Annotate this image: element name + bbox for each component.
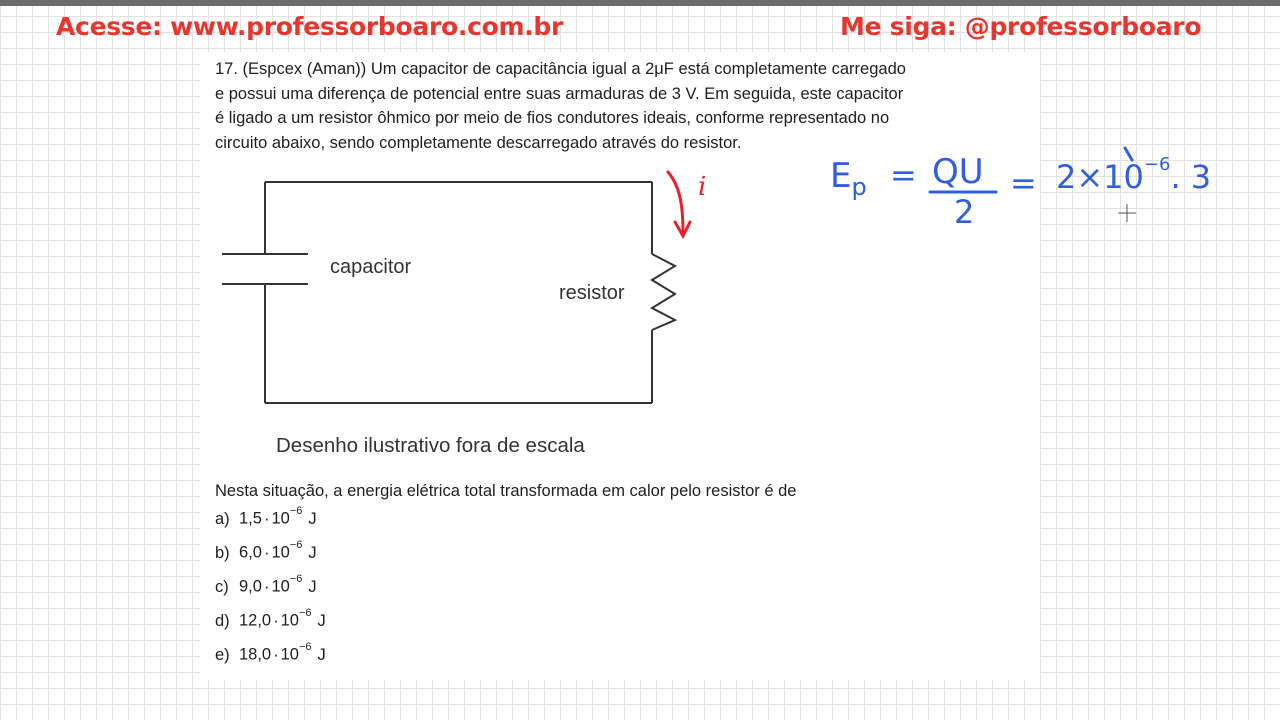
fraction-denominator: 2 [954,193,975,231]
rhs-exponent: −6 [1143,154,1171,176]
energy-symbol [830,156,867,201]
option-exponent: −6 [289,539,303,551]
option-base: 10 [271,543,290,562]
option-mantissa: 9,0 [239,577,262,596]
energy-subscript: p [851,172,867,201]
option-base: 10 [280,645,299,664]
figure-caption: Desenho ilustrativo fora de escala [276,434,585,457]
equals-sign: = [890,156,917,194]
website-banner: Acesse: www.professorboaro.com.br [56,12,564,41]
option-unit: J [308,543,317,562]
fraction-numerator: QU [932,152,984,192]
option-mantissa: 6,0 [239,543,262,562]
option-unit: J [308,577,317,596]
option-letter: d) [215,611,230,630]
option-exponent: −6 [289,573,303,585]
cursor-crosshair [1118,204,1136,222]
answer-option-d[interactable]: d) $12,0 \cdot 10^{-6}$ J [215,607,326,630]
option-base: 10 [271,509,290,528]
option-unit: J [308,509,317,528]
answer-option-c[interactable]: c) $9,0 \cdot 10^{-6}$ J [215,573,317,596]
question-line: circuito abaixo, sendo completamente descarregado através do resistor. [215,133,742,152]
answer-option-a[interactable]: a) $1,5 \cdot 10^{-6}$ J [215,505,317,528]
option-exponent: −6 [298,607,312,619]
resistor-zigzag [652,254,675,330]
equation-rhs [1056,154,1212,196]
energy-letter: E [830,156,852,196]
option-base: 10 [271,577,290,596]
answer-option-b[interactable]: b) $6,0 \cdot 10^{-6}$ J [215,539,317,562]
option-letter: b) [215,543,230,562]
option-exponent: −6 [289,505,303,517]
equals-sign-2: = [1010,164,1037,202]
social-banner: Me siga: @professorboaro [840,12,1202,41]
capacitor-label: capacitor [330,256,412,278]
option-letter: a) [215,509,230,528]
rhs-base: 2×10 [1056,158,1144,196]
question-line: e possui uma diferença de potencial entre suas armaduras de 3 V. Em seguida, este capacitor [215,84,904,103]
current-arrow [668,172,690,236]
option-letter: c) [215,577,229,596]
option-mantissa: 12,0 [239,611,272,630]
option-unit: J [317,645,326,664]
option-unit: J [317,611,326,630]
question-line: 17. (Espcex (Aman)) Um capacitor de capacitância igual a 2μF está completamente carregado [215,60,906,78]
current-label: i [698,172,707,202]
option-mantissa: 1,5 [239,509,262,528]
option-letter: e) [215,645,230,664]
resistor-label: resistor [559,282,625,304]
option-exponent: −6 [298,641,312,653]
option-base: 10 [280,611,299,630]
question-prompt: Nesta situação, a energia elétrica total transformada em calor pelo resistor é de [215,482,797,500]
question-line: é ligado a um resistor ôhmico por meio de fios condutores ideais, conforme representado no [215,109,890,127]
rhs-tail: . 3 [1170,158,1212,196]
answer-options [215,505,326,678]
option-mantissa: 18,0 [239,645,272,664]
answer-option-e[interactable]: e) $18,0 \cdot 10^{-6}$ J [215,641,326,664]
